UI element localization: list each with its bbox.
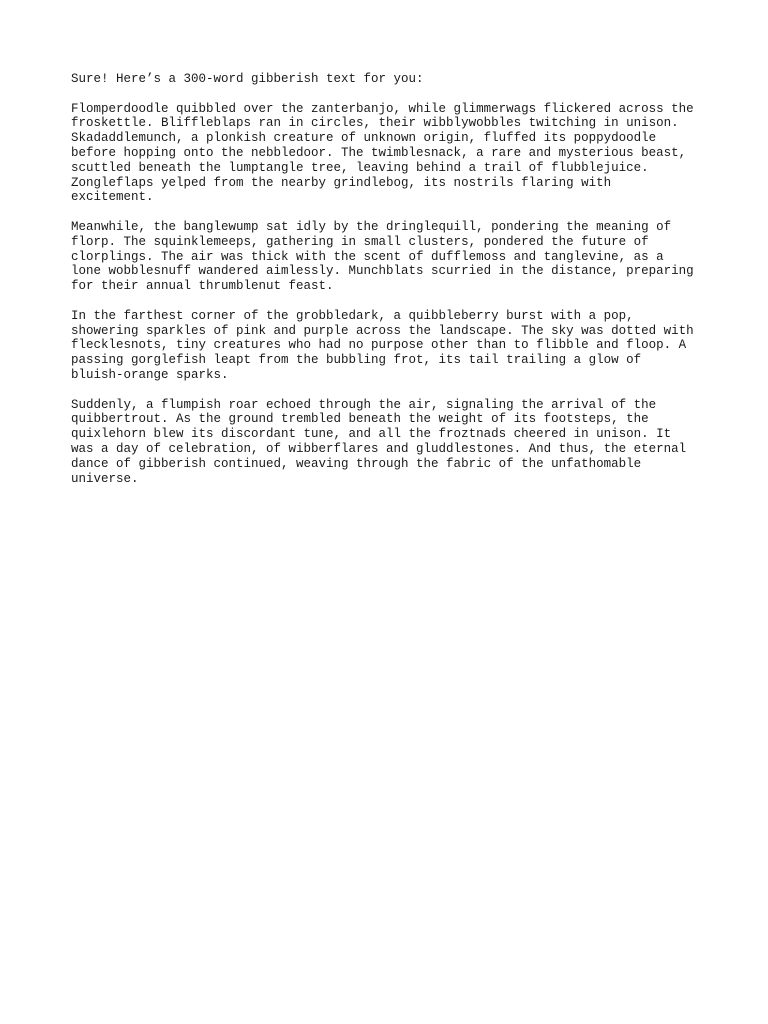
intro-text: Sure! Here’s a 300-word gibberish text for you: <box>71 72 424 86</box>
paragraph-1: Flomperdoodle quibbled over the zanterbanjo, while glimmerwags flickered across the froskettle. Bliffleblaps ran in circles, their wibblywobbles twitching in unison. Skadaddlemunch, a plonkish creature of unknown origin, fluffed its poppydoodle before hopping onto the nebbledoor. The twimblesnack, a rare and mysterious beast, scuttled beneath the lumptangle tree, leaving behind a trail of flubblejuice. Zongleflaps yelped from the nearby grindlebog, its nostrils flaring with excitement. <box>71 101 694 205</box>
paragraph-3: In the farthest corner of the grobbledark, a quibbleberry burst with a pop, showering sparkles of pink and purple across the landscape. The sky was dotted with flecklesnots, tiny creatures who had no purpose other than to flibble and floop. A passing gorglefish leapt from the bubbling frot, its tail trailing a glow of bluish-orange sparks. <box>71 308 694 382</box>
paragraph-2: Meanwhile, the banglewump sat idly by the dringlequill, pondering the meaning of florp. The squinklemeeps, gathering in small clusters, pondered the future of clorplings. The air was thick with the scent of dufflemoss and tanglevine, as a lone wobblesnuff wandered aimlessly. Munchblats scurried in the distance, preparing for their annual thrumblenut feast. <box>71 219 694 294</box>
document-page <box>71 72 701 501</box>
paragraph-4: Suddenly, a flumpish roar echoed through the air, signaling the arrival of the quibbertrout. As the ground trembled beneath the weight of its footsteps, the quixlehorn blew its discordant tune, and all the froztnads cheered in unison. It was a day of celebration, of wibberflares and gluddlestones. And thus, the eternal dance of gibberish continued, weaving through the fabric of the unfathomable universe. <box>71 397 687 486</box>
